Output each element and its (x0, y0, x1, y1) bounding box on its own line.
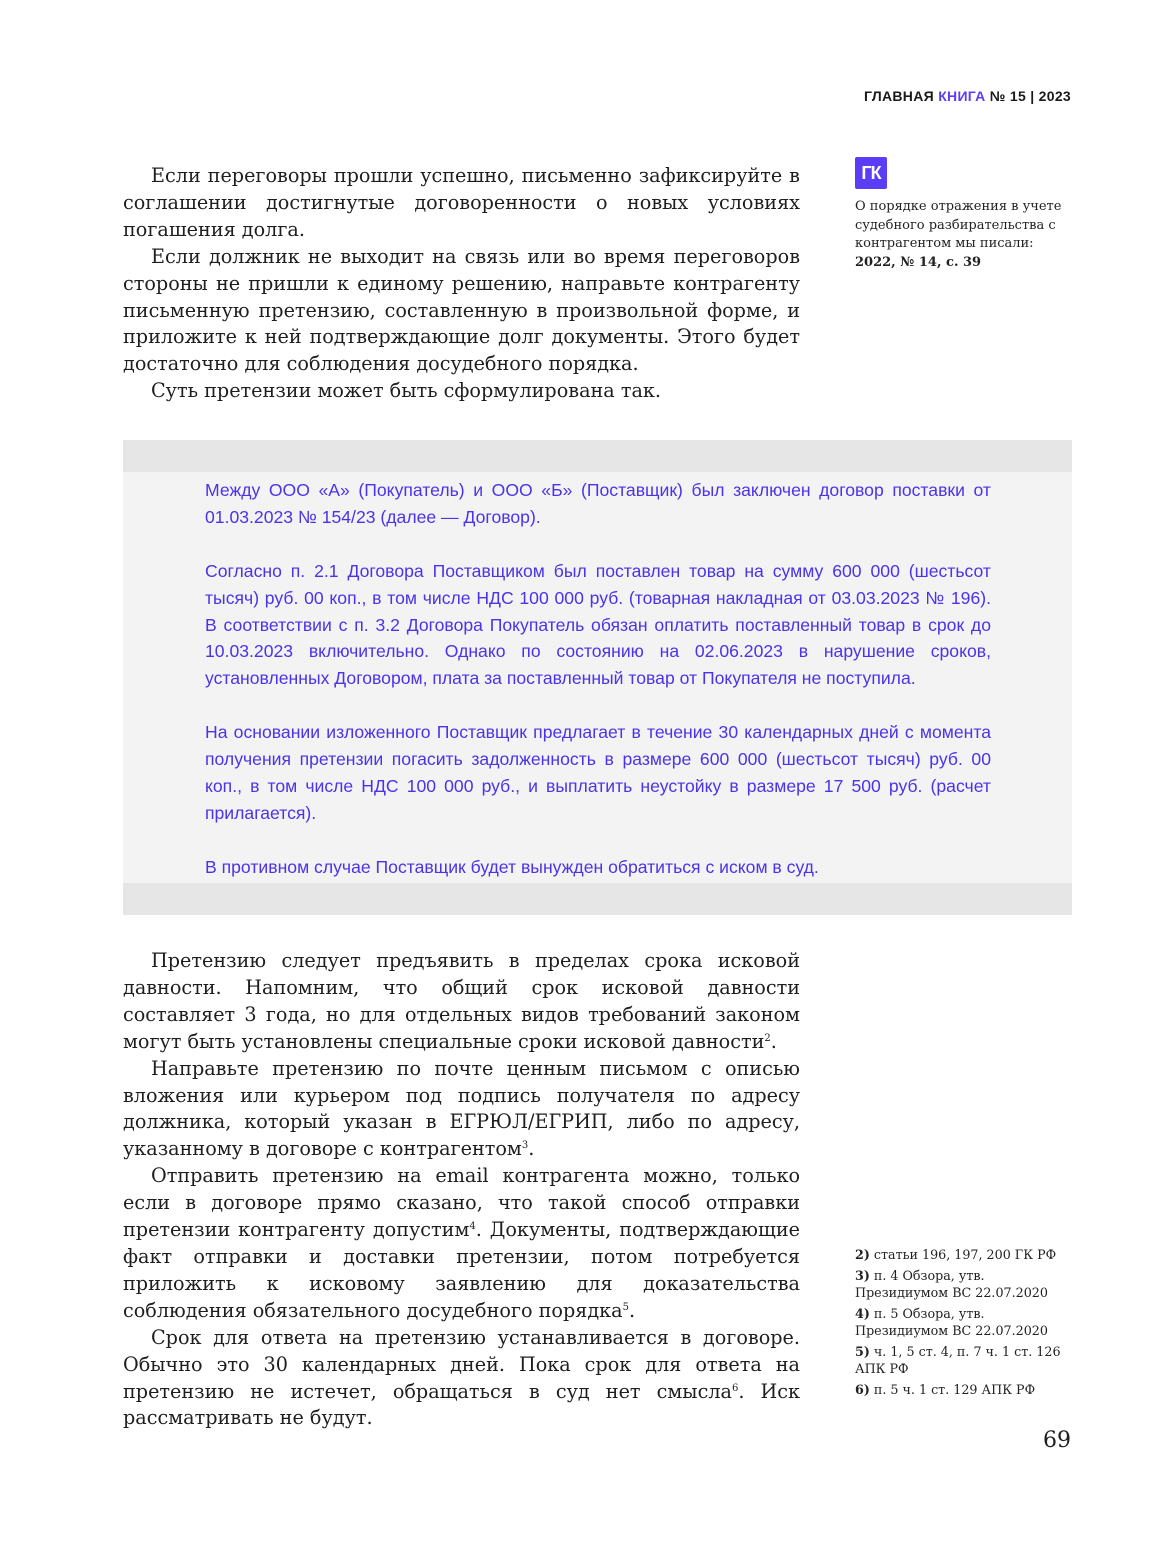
side-reference-text: О порядке отражения в учете судебного разбирательства с контрагентом мы писали: (855, 199, 1062, 251)
page-number: 69 (1043, 1428, 1071, 1453)
paragraph: Направьте претензию по почте ценным письмом с описью вложения или курьером под подпись получателя по адресу должника, который указан в ЕГРЮЛ/ЕГРИП, либо по адресу, указанному в договоре с контрагентом$^3$. (123, 1056, 800, 1161)
claim-paragraph: На основании изложенного Поставщик предлагает в течение 30 календарных дней с момента получения претензии погасить задолженность в размере 600 000 (шестьсот тысяч) руб. 00 коп., в том числе НДС 100 000 руб., и выплатить неустойку в размере 17 500 руб. (расчет прилагается). (205, 722, 991, 823)
claim-example-text (205, 477, 991, 881)
claim-paragraph: Согласно п. 2.1 Договора Поставщиком был поставлен товар на сумму 600 000 (шестьсот тысяч) руб. 00 коп., в том числе НДС 100 000 руб. (товарная накладная от 03.03.2023 № 196). В соответствии с п. 3.2 Договора Покупатель обязан оплатить поставленный товар в срок до 10.03.2023 включительно. Однако по состоянию на 02.06.2023 в нарушение сроков, установленных Договором, плата за поставленный товар от Покупателя не поступила. (205, 560, 991, 689)
paragraph: Если переговоры прошли успешно, письменно зафиксируйте в соглашении достигнутые договоренности о новых условиях погашения долга. (123, 164, 800, 241)
footnote-ref[interactable]: 4 (469, 1221, 476, 1233)
header-issue: № 15 | 2023 (989, 88, 1071, 104)
footnote: 4) п. 5 Обзора, утв. Президиумом ВС 22.07.2020 (855, 1305, 1048, 1338)
footnote-ref[interactable]: 6 (731, 1382, 739, 1394)
footnote: 5) ч. 1, 5 ст. 4, п. 7 ч. 1 ст. 126 АПК РФ (855, 1343, 1061, 1376)
paragraph: Претензию следует предъявить в пределах срока исковой давности. Напомним, что общий срок исковой давности составляет 3 года, но для отдельных видов требований законом могут быть установлены специальные сроки исковой давности$^2$. (123, 949, 800, 1053)
claim-paragraph: В противном случае Поставщик будет вынужден обратиться с иском в суд. (205, 856, 819, 877)
claim-paragraph: Между ООО «А» (Покупатель) и ООО «Б» (Поставщик) был заключен договор поставки от 01.03.2023 № 154/23 (далее — Договор). (205, 480, 991, 527)
side-reference-link[interactable]: 2022, № 14, с. 39 (855, 254, 982, 270)
gk-logo-icon: ГК (855, 157, 887, 189)
header-title-accent: КНИГА (938, 88, 986, 104)
magazine-header (864, 88, 1071, 104)
footnote-ref[interactable]: 3 (521, 1140, 529, 1152)
top-body-text (123, 163, 800, 405)
claim-example-box (123, 440, 1072, 915)
footnotes (855, 1246, 1070, 1401)
footnote: 2) статьи 196, 197, 200 ГК РФ (855, 1247, 1057, 1262)
footnote: 6) п. 5 ч. 1 ст. 129 АПК РФ (855, 1381, 1036, 1397)
footnote: 3) п. 4 Обзора, утв. Президиумом ВС 22.07.2020 (855, 1267, 1048, 1300)
paragraph: Отправить претензию на email контрагента можно, только если в договоре прямо сказано, что такой способ отправки претензии контрагенту допустим$^4$. Документы, подтверждающие факт отправки и доставки претензии, потом потребуется приложить к исковому заявлению для доказательства соблюдения обязательного досудебного порядка$^5$. (123, 1164, 800, 1322)
paragraph: Суть претензии может быть сформулирована так. (151, 379, 661, 403)
bottom-body-text (123, 948, 800, 1432)
footnote-ref[interactable]: 5 (622, 1301, 629, 1313)
side-reference (855, 198, 1065, 272)
paragraph: Срок для ответа на претензию устанавливается в договоре. Обычно это 30 календарных дней. Пока срок для ответа на претензию не истечет, обращаться в суд нет смысла$^6$. Иск рассматривать не будут. (123, 1325, 801, 1430)
paragraph: Если должник не выходит на связь или во время переговоров стороны не пришли к единому решению, направьте контрагенту письменную претензию, составленную в произвольной форме, и приложите к ней подтверждающие долг документы. Этого будет достаточно для соблюдения досудебного порядка. (123, 244, 800, 376)
header-title: ГЛАВНАЯ (863, 88, 934, 104)
footnote-ref[interactable]: 2 (764, 1032, 771, 1044)
